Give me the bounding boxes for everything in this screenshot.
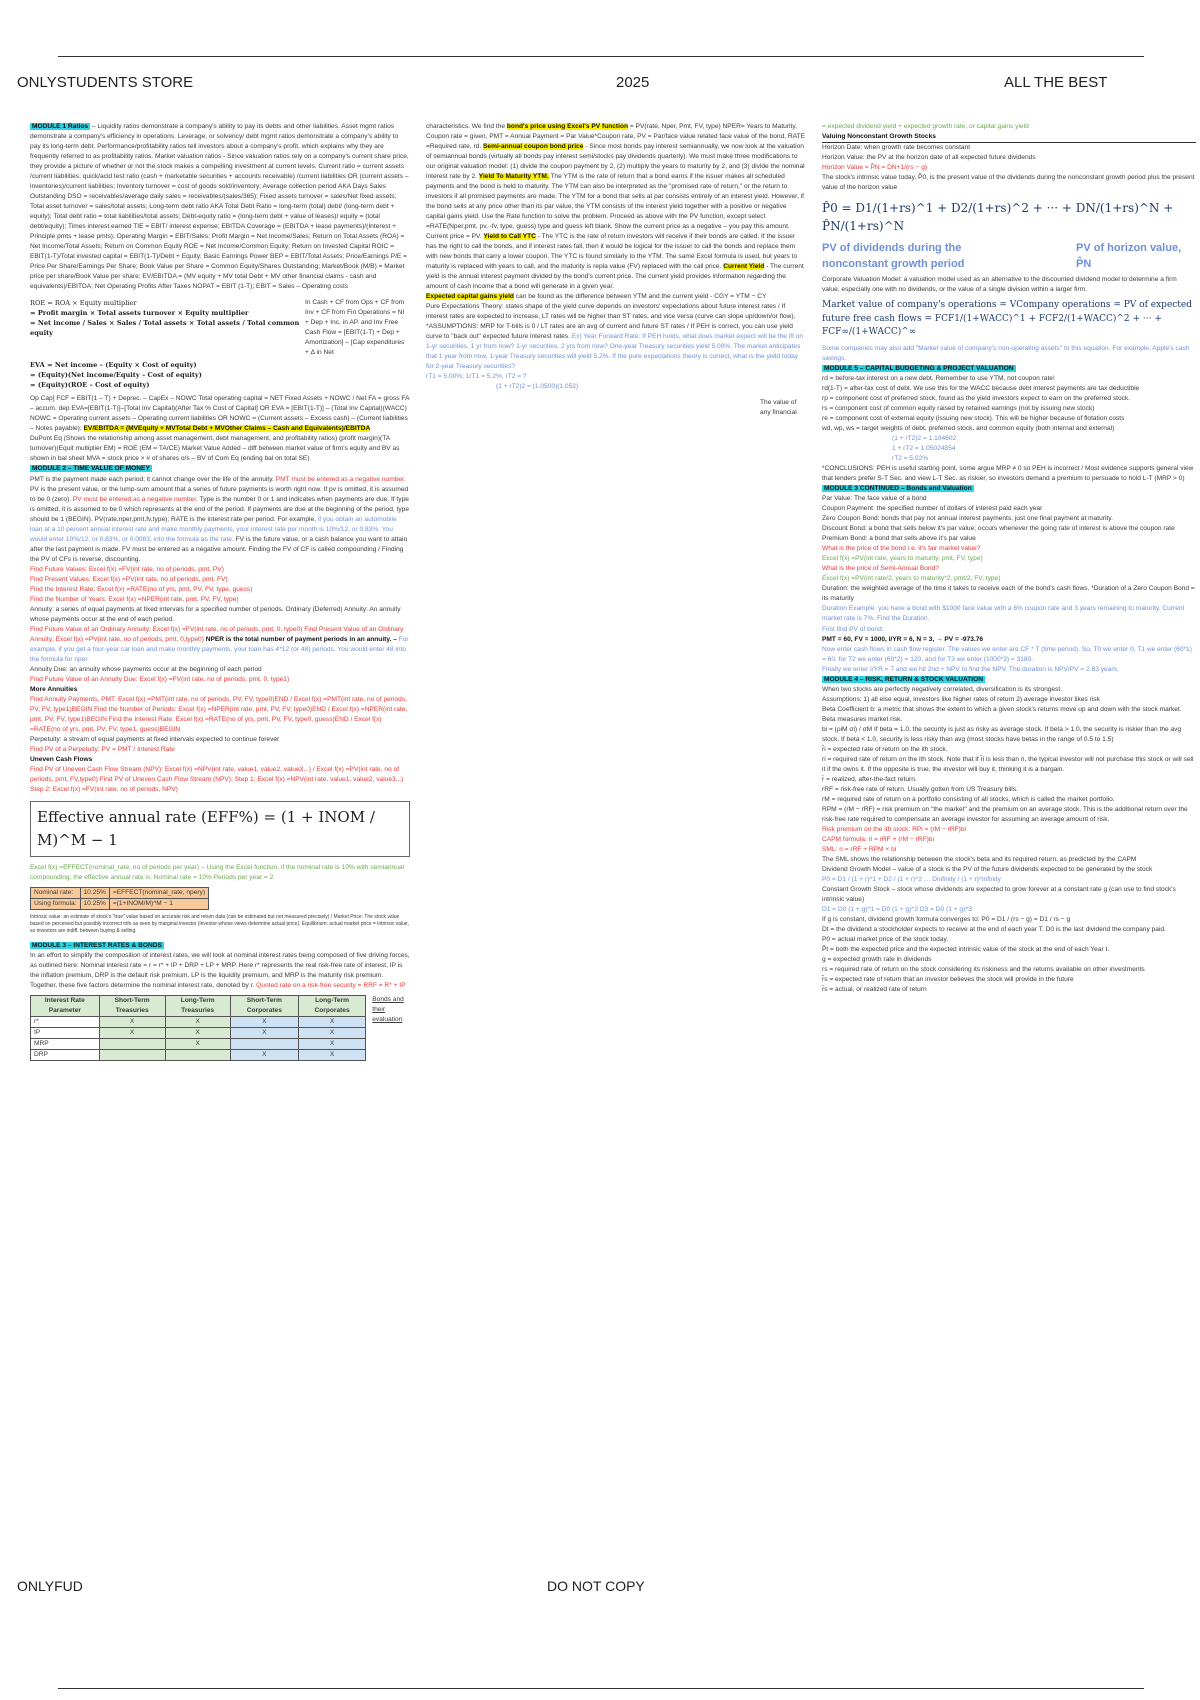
duration-step: Now enter cash flows in cash flow register. The values we enter are CF * T (time period). So, T0 we enter 0, T1 we enter (60*1) = 60, for T2 we enter (60*2) = 120, and for T3 we enter (1000*3) = 3180. — [822, 645, 1192, 663]
capital-gains-block — [426, 292, 806, 302]
m3c-question: What is the price of Semi-Annual Bond? — [822, 565, 939, 573]
m3c-line: Discount Bond: a bond that sells below it's par value; occurs whenever the going rate of interest is above the coupon rate — [822, 525, 1175, 533]
col2-p3: The YTM is the rate of return that a bond earns if the issuer makes all scheduled payments and the bond is held to maturity. The YTM can also be interpreted as the "promised rate of return," or the return to investors if all promised payments are made. The YTM for a bond that sells at par consists entirely of an interest yield. However, if the bond sells at any price other than its par value, the YTM consists of the interest yield together with a positive or negative capital gains yield. Use the Rate function to solve the problem. Proceed as above with the PV function, except select =RATE(Nper,pmt, pv, -fv, type, guess) type and guess left blank. Show the current price as a negative – you pay this amount. Current price = PV. — [426, 173, 804, 241]
table-header: Long-Term Treasuries — [165, 995, 230, 1016]
m4-line: RPM = (rM − rRF) = risk premium on "the market" and the premium on an average stock. This is the additional return over the risk-free rate required to compensate an average investor for assuming an average amount of risk. — [822, 805, 1188, 823]
m2-fv: FV is the future value, or a cash balance you want to attain after the last payment is made. FV must be entered as a negative amount. Finding the FV of CF is called compounding / Finding the PV of CFs is reverse, discounting. — [30, 535, 408, 563]
module-3-continued-heading: MODULE 3 CONTINUED – Bonds and Valuation — [824, 485, 972, 493]
roe-line: ROE = ROA × Equity multiplier — [30, 299, 137, 308]
m2-rate-example: if you obtain an automobile loan at a 10 percent annual interest rate and make monthly payments, your interest rate per month is 10%/12, or 0.83%. You would enter 10%/12, or 0.83%, or 0.0083, into the formula as the rate. — [30, 515, 397, 543]
m2-annuity-formulas — [30, 625, 410, 665]
m2-more-heading: More Annuities — [30, 685, 78, 693]
table-cell: X — [230, 1049, 298, 1060]
header-left: ONLYSTUDENTS STORE — [17, 74, 194, 91]
m4-ddm: Dividend Growth Model – value of a stock is the PV of the future dividends expected to be generated by the stock — [822, 865, 1153, 873]
m4-line: r̄ = realized, after-the-fact return. — [822, 775, 917, 783]
m4-tail-line: Dt = the dividend a stockholder expects to receive at the end of each year T. D0 is the last dividend the company paid. — [822, 925, 1166, 933]
roe-eva-block — [30, 298, 410, 390]
m2-annuity: Annuity: a series of equal payments at fixed intervals for a specified number of periods. Ordinary (Deferred) Annuity: An annuity whose payments occur at the end of each period. — [30, 605, 401, 623]
table-header: Interest Rate Parameter — [31, 995, 100, 1016]
table-cell: DRP — [31, 1049, 100, 1060]
highlight-ytm: Yield To Maturity YTM. — [478, 173, 549, 181]
table-cell: X — [99, 1016, 165, 1027]
col2-p2: - Since most bonds pay interest semiannually, we now look at the valuation of semiannual bonds (virtually all bonds pay interest semi/stocks pay dividends quarterly). We must make three modifications to our original valuation model: (1) divide the coupon payment by 2, (2) multiply the years to maturity by 2, and (3) divide the nominal interest rate by 2. — [426, 143, 805, 181]
calc-line: rT2 = 5.02% — [892, 455, 929, 463]
table-cell: X — [165, 1027, 230, 1038]
col2-intro: characteristics. We find the — [426, 123, 506, 130]
eva-line: EVA = Net income – (Equity × Cost of equity) — [30, 361, 197, 370]
m2-nper-example: For example, if you get a four-year car loan and make monthly payments, your loan has 4*12 (or 48) periods. You would enter 48 into the formula for nper. — [30, 635, 409, 663]
m4-line: rRF = risk-free rate of return. Usually gotten from US Treasury bills. — [822, 785, 1018, 793]
table-header-row — [31, 995, 366, 1016]
duration-example: Duration Example: you have a bond with $1000 face value with a 6% coupon rate and 3 years remaining to maturity. Current market rate is 7%. Find the Duration. — [822, 605, 1185, 623]
m2-find-line: Find Future Values: Excel f(x) =FV(int rate, no of periods, pmt, PV) — [30, 565, 224, 573]
table-cell — [99, 1049, 165, 1060]
horizon-text: The stock's intrinsic value today, P̂0, is the present value of the dividends during the nonconstant growth period plus the present value of the horizon value — [822, 174, 1195, 192]
bonds-side-note: Bonds and their evaluation — [372, 995, 404, 1023]
corporate-valuation: Corporate Valuation Model: a valuation model used as an alternative to the discounted dividend model to determine a firm value, especially one with no dividends, or the value of a single division within a larger firm. — [822, 276, 1177, 294]
duration-calc: PMT = 60, FV = 1000, I/YR = 6, N = 3, → PV = -973.76 — [822, 635, 984, 643]
m2-annuity-due: Annuity Due: an annuity whose payments occur at the beginning of each period — [30, 665, 262, 673]
roe-line: = Net income / Sales × Sales / Total assets × Total assets / Total common equity — [30, 319, 300, 338]
m2-annuity-red: Find Future Value of an Ordinary Annuity: Excel f(x) =FV(int rate, no of periods, pmt, 0, type0) Find Present Value of an Ordinary Annuity: Excel f(x) =PV(int rate, no of periods, pmt, 0,type0) — [30, 625, 404, 643]
nonconstant-heading: Valuing Nonconstant Growth Stocks — [822, 132, 1196, 143]
m4-line: When two stocks are perfectly negatively correlated, diversification is its strongest. — [822, 685, 1063, 693]
equation-label: PV of dividends during the nonconstant growth period — [822, 241, 965, 271]
m3c-formula: Excel f(x) =PV(int rate, years to maturity, pmt, FV, type) — [822, 555, 983, 563]
table-row — [31, 898, 209, 909]
m5-line: rd = before-tax interest on a new debt. Remember to use YTM, not coupon rate! — [822, 375, 1055, 383]
equation-labels — [822, 240, 1196, 273]
table-header: Long-Term Corporates — [298, 995, 365, 1016]
column-1 — [30, 122, 410, 1065]
m3c-line: Zero Coupon Bond: bonds that pay not annual interest payments, just one final payment at maturity. — [822, 515, 1113, 523]
m2-find-line: Find the Interest Rate: Excel f(x) =RATE(no of yrs, pmt, PV, FV, type, guess) — [30, 585, 253, 593]
module-1-text: – Liquidity ratios demonstrate a company's ability to pay its debts and other liabilities. Asset mgmt ratios demonstrate a company's efficiency in operations. Leverage, or solvency/ debt mgmt ratios demonstrate a company's ability to pay its long-term debt. Performance/profitability ratios tell investors about a company's profit, which explains why they are frequently referred to as profitability ratios. Market valuation ratios - Since valuation ratios rely on a company's current share price, they provide a picture of whether or not the stock makes a compelling investment at current levels. Current ratio = current assets /current liabilities; quick/acid test ratio (cash + marketable securities + accounts receivable) /current liabilities OR (current assets – inventories)/current liabilities; Inventory turnover = cost of goods sold/inventory; Average collection period AKA Days Sales Outstanding DSO = receivables/average daily sales = receivables/(sales/365); Fixed assets turnover = sales/Net fixed assets; Total asset turnover = sales/total assets; Long-term debt ratio AKA Total Debt Ratio = long-term (total) debt/ (long-term debt + equity); Total debt ratio = total liabilities/total assets; Debt-equity ratio = (long-term debt + value of leases)/ equity = (total debt/equity); Times interest earned TIE = EBIT/ interest expense; EBITDA Coverage = (EBITDA + lease payments)/(Interest + Principle pmts + lease pmts); Operating Margin = EBIT/Sales; Profit Margin = Net Income/Sales; Return on Total Assets (ROA) = Net Income/Total Assets; Return on Common Equity ROE = Net Income/Common Equity; Return on Invested Capital ROIC = EBIT(1-T)/Total invested capital = EBIT(1-T)/Debt + Equity; Basic Earnings Power BEP = EBIT/Total Assets; Price/Earnings P/E = Price Per Share/Earnings Per Share; Book Value per Share = Common Equity/Shares Outstanding; Market/Book (M/B) = Market price per share/Book Value per share; EV/EBITDA = (MV equity + MV total Debt + MV other financial claims - cash and equivalents)/EBITDA; Net Operating Profits After Taxes NOPAT = EBIT (1-T); EBIT = Sales – Operating costs — [30, 123, 409, 291]
highlight-capital-gains: Expected capital gains yield — [426, 293, 514, 301]
horizon-value-formula: Horizon Value = P̂N = DN+1/(rs − g) — [822, 164, 928, 172]
module-4-heading: MODULE 4 – RISK, RETURN & STOCK VALUATION — [824, 675, 983, 683]
table-row — [31, 1038, 366, 1049]
dupont-text: DuPont Eq (Shows the relationship among asset management, debt management, and profitability ratios) (profit margin)(TA turnover)(Equit multiplier EM) = ROE (EM = TA/CE) Market Value Added – diff between market value of firm's equity and BV as shown in bal sheet MVA = stock price × # of shares o/s – BV of Com Eq (ending bal on total SE) — [30, 435, 400, 463]
table-cell: X — [298, 1038, 365, 1049]
module-2-block — [30, 464, 410, 564]
table-cell: 10.25% — [80, 887, 109, 898]
table-row — [31, 1027, 366, 1038]
calc-line: (1 + rT2)2 = 1.104602 — [892, 435, 957, 443]
m2-type: Type is the number 0 or 1 and indicates when payments are due. If type is omitted, it is assumed to be 0 which represents at the end of the period. If payments are due at the beginning of the period, type should be 1 (BEGIN). — [30, 495, 410, 523]
module-5-heading: MODULE 5 – CAPITAL BUDGETING & PROJECT VALUATION — [824, 365, 1014, 373]
m4-tail-line: r̂s = expected rate of return that an investor believes the stock will provide in the future — [822, 976, 1074, 984]
table-cell: =EFFECT(nominal_rate, npery) — [109, 887, 208, 898]
table-header: Short-Term Corporates — [230, 995, 298, 1016]
m2-annuity-due-formula: Find Future Value of an Annuity Due: Excel f(x) =FV(int rate, no of periods, pmt, 0, type1) — [30, 675, 290, 683]
m4-line: Beta Coefficient b: a metric that shows the extent to which a given stock's returns move up and down with the stock market. Beta measures market risk. — [822, 705, 1182, 723]
m4-ddm-formula: P0 = D1 / (1 + r)^1 + D2 / (1 + r)^2 … Dinfinity / (1 + r)^infinity — [822, 875, 1001, 883]
m4-line: r̂i = expected rate of return on the ith stock. — [822, 745, 948, 753]
interest-rate-table — [30, 995, 366, 1061]
table-cell: X — [165, 1038, 230, 1049]
m4-tail-line: g = expected growth rate in dividends — [822, 956, 932, 964]
table-cell: X — [298, 1049, 365, 1060]
equation-label: PV of horizon value, P̂N — [1076, 241, 1182, 271]
highlight-current-yield: Current Yield — [723, 263, 765, 271]
footer-center: DO NOT COPY — [547, 1578, 645, 1594]
table-cell — [165, 1049, 230, 1060]
table-row — [31, 1049, 366, 1060]
table-header: Short-Term Treasuries — [99, 995, 165, 1016]
m4-line: ri = required rate of return on the ith stock. Note that if r̂i is less than ri, the typical investor will not purchase this stock or will sell it if the owns it. If the opposite is true, the investor will buy it, thinking it is a bargain. — [822, 755, 1194, 773]
m4-capm: CAPM formula: ri = rRF + (rM − rRF)bi — [822, 835, 934, 843]
table-cell: =(1+INOM/M)^M − 1 — [109, 898, 208, 909]
conclusions: *CONCLUSIONS: PEH is useful starting point, some argue MRP ≠ 0 so PEH is incorrect / Most evidence supports general view that lenders prefer S-T Sec. and view L-T Sec. as riskier, so investors demand a premium to persuade to hold L-T (MRP > 0) — [822, 465, 1194, 483]
table-cell: X — [230, 1027, 298, 1038]
roe-line: = Profit margin × Total assets turnover × Equity multiplier — [30, 309, 249, 318]
intrinsic-value-note: Intrinsic value: an estimate of stock's "true" value based on accurate risk and return data (can be estimated but not measured precisely) / Market Price: The stock value based on perceived but possibly incorrect info as seen by marginal investor (investor whose views determine actual price). Equilibrium: actual market price = intrinsic value, so investors are indiff. between buying & selling. — [30, 913, 409, 934]
m4-tail-line: P̂t = both the expected price and the expected intrinsic value of the stock at the end of each Year t. — [822, 946, 1110, 953]
module-1-block — [30, 122, 410, 292]
col2-p7: Pure Expectations Theory: states shape of the yield curve depends on investors' expectations about future interest rates / If interest rates are expected to increase, LT rates will be higher than ST rates, and vice versa (curve can slope up/down/or flow). *ASSUMPTIONS: MRP for T-bills is 0 / LT rates are an avg of current and future ST rates / If PEH is correct, you can use yield curve to "back out" expected future interest rates. — [426, 303, 796, 341]
m5-line: rd(1-T) = after-tax cost of debt. We use this for the WACC because debt interest payments are tax deductible — [822, 385, 1140, 393]
column-3 — [822, 122, 1196, 995]
m2-pmt: PMT is the payment made each period; it cannot change over the life of the annuity. — [30, 475, 274, 483]
m2-uneven-heading: Uneven Cash Flows — [30, 755, 93, 763]
pure-expectations-block — [426, 302, 806, 372]
m3c-line: Premium Bond: a bond that sells above it's par value — [822, 535, 976, 543]
m5-line: rs = component cost of common equity raised by retained earnings (not by issuing new stock) — [822, 405, 1095, 413]
module-3-block — [30, 941, 410, 991]
bottom-rule — [58, 1688, 1144, 1689]
m4-constant-growth: Constant Growth Stock – stock whose dividends are expected to grow forever at a constant rate g (can use to find stock's intrinsic value) — [822, 885, 1176, 903]
m2-find-line: Find Present Values: Excel f(x) =PV(int rate, no of periods, pmt, FV) — [30, 575, 228, 583]
table-cell: IP — [31, 1027, 100, 1038]
m5-line: rp = component cost of preferred stock, found as the yield investors expect to earn on the preferred stock. — [822, 395, 1131, 403]
nonconstant-equation — [822, 199, 1196, 273]
table-cell: X — [298, 1027, 365, 1038]
m3c-question: What is the price of the bond i.e. it's fair market value? — [822, 545, 981, 553]
bond-price-block — [426, 122, 806, 292]
eva-line: = (Equity)(Net income/Equity – Cost of equity) — [30, 371, 202, 380]
module-1-heading: MODULE 1 Ratios — [32, 123, 89, 130]
col2-calc-2: (1 + rT2)2 = (1.0500)(1.052) — [496, 383, 579, 391]
module-3-red: Quoted rate on a risk-free security = RRF = R* + IP — [256, 981, 406, 989]
m4-line: bi = (ρiM σi) / σM If beta = 1.0, the security is just as risky as average stock. If beta > 1.0, the security is riskier than the avg stock. If beta < 1.0, security is less risky than avg (most stocks have betas in the range of 0.5 to 1.5) — [822, 725, 1182, 743]
duration-step: Finally we enter I/YR = 7 and we hit 2nd + NPV to find the NPV. The duration is NPV/PV = 2.83 years. — [822, 665, 1119, 673]
m3c-line: Par Value: The face value of a bond — [822, 495, 927, 503]
m2-pv-red: PV must be entered as a negative number. — [72, 495, 198, 503]
m4-line: Assumptions: 1) all else equal, investors like higher rates of return 2) average investor likes risk — [822, 695, 1100, 703]
rate-table-wrap — [30, 991, 410, 1065]
column-2 — [426, 122, 806, 418]
col3-blue-note: Some companies may also add "Market value of company's non-operating assets" to this equation. For example, Apple's cash savings. — [822, 345, 1190, 363]
top-rule — [58, 56, 1144, 57]
table-row — [31, 1016, 366, 1027]
col2-p6: can be found as the difference between YTM and the current yield - CGY = YTM − CY — [515, 293, 767, 301]
m4-constant-growth-formula: D1 = D0 (1 + g)^1 = D0 (1 + g)^2 D3 = D0 (1 + g)^3 — [822, 905, 973, 913]
col2-calc-1: rT1 = 5.00%; 1rT1 = 5.2%; rT2 = ? — [426, 373, 527, 381]
table-cell: X — [230, 1016, 298, 1027]
m2-pmt-red: PMT must be entered as a negative number. — [275, 475, 406, 483]
horizon-date: Horizon Date: when growth rate becomes constant — [822, 144, 971, 152]
m4-line: rM = required rate of return on a portfolio consisting of all stocks, which is called the market portfolio. — [822, 795, 1115, 803]
highlight-bond-price: bond's price using Excel's PV function — [506, 123, 629, 130]
roe-formula-block — [30, 298, 305, 390]
header-center: 2025 — [616, 74, 650, 91]
eva-line: = (Equity)(ROE – Cost of equity) — [30, 381, 150, 390]
m3c-formula: Excel f(x) =PV(int rate/2, years to maturity*2, pmt/2, FV, type) — [822, 575, 1001, 583]
table-cell: X — [99, 1027, 165, 1038]
m2-find-line: Find the Number of Years: Excel f(x) =NPER(int rate, pmt, PV, FV, type) — [30, 595, 239, 603]
fcf-text-body: Op Cap] FCF = EBIT(1 – T) + Deprec. – CapEx – NOWC Total operating capital = NET Fixed Assets + NOWC / Net FA = gross FA – accum. dep EVA=[EBIT(1-T)]–[Total Inv Capital)(After Tax % Cost of Capital] OR EVA = [EBIT(1-T)] – (Total Inv Capital)(WACC) NOWC = Operating current assets – Operating current liabilities OR NOWC = (Current assets – Excess cash) – (Current liabilities – Notes payable); — [30, 395, 410, 433]
m2-more-formulas: Find Annuity Payments, PMT: Excel f(x) =PMT(int rate, no of periods, PV, FV, type0)END / Excel f(x) =PMT(int rate, no of periods, PV, FV, type1)BEGIN Find the Number of Periods: Excel f(x) =NPER(int rate, pmt, PV, FV, type0)END / Excel f(x) =NPER(int rate, pmt, PV, FV, type1)BEGIN Find the Interest Rate: Excel f(x) =RATE(no of yrs, pmt, PV, FV, type0, guess)END / Excel f(x) =RATE(no of yrs, pmt, PV, FV, type1, guess)BEGIN — [30, 695, 408, 733]
cash-flow-side-note: In Cash + CF from Ops + CF from Inv + CF from Fin Operations = NI + Dep + Inc. in AP. and Inv Free Cash Flow = [EBIT(1-T) + Dep + Amortization] – [Cap expenditures + Δ in Net — [305, 299, 405, 357]
table-row — [31, 887, 209, 898]
m4-tail-line: rs = required rate of return on the stock considering its riskiness and the returns available on other investments — [822, 966, 1145, 974]
m4-risk-premium: Risk premium on the ith stock: RPi = (rM − rRF)bi — [822, 825, 966, 833]
table-cell — [230, 1038, 298, 1049]
table-cell — [99, 1038, 165, 1049]
table-cell: MRP — [31, 1038, 100, 1049]
m2-uneven-formulas: Find PV of Uneven Cash Flow Stream (NPV): Excel f(x) =NPV(int rate, value1, value2, value3...) / Excel f(x) =PV(int rate, no of periods, pmt, FV,type0) Find PV of Uneven Cash Flow Stream (NPV): Step 1: Excel f(x) =NPV(int rate, value1, value2, value3...) Step 2: Excel f(x) =FV(int rate, no of periods, NPV) — [30, 765, 404, 793]
m2-nper: NPER is the total number of payment periods in an annuity. – — [205, 635, 397, 643]
effective-rate-table — [30, 887, 209, 910]
m4-tail-line: If g is constant, dividend growth formula converges to: P0 = D1 / (rs − g) = D1 / rs − g — [822, 915, 1071, 923]
m5-line: wd, wp, ws = target weights of debt, preferred stock, and common equity (both internal and external) — [822, 425, 1115, 433]
table-cell: Using formula: — [31, 898, 81, 909]
col3-top-line: = expected dividend yield + expected growth rate, or capital gains yield — [822, 123, 1029, 130]
highlight-ytc: Yield to Call YTC — [483, 233, 536, 241]
equation-text: P̂0 = D1/(1+rs)^1 + D2/(1+rs)^2 + ··· + DN/(1+rs)^N + P̂N/(1+rs)^N — [822, 201, 1174, 234]
effective-rate-text: Excel f(x) =EFFECT(nominal_rate, no of periods per year) – Using the Excel function, if the nominal rate is 10% with semiannual compounding, the effective annual rate is: Nominal rate = 10% Periods per year = 2 — [30, 863, 404, 881]
table-cell: 10.25% — [80, 898, 109, 909]
duration: Duration: the weighted average of the time it takes to receive each of the bond's cash flows. *Duration of a Zero Coupon Bond = its maturity — [822, 585, 1195, 603]
m2-perpetuity-formula: Find PV of a Perpetuity: PV = PMT / Interest Rate — [30, 745, 175, 753]
m3c-line: Coupon Payment: the specified number of dollars of interest paid each year — [822, 505, 1043, 513]
horizon-value: Horizon Value: the PV at the horizon date of all expected future dividends — [822, 154, 1036, 162]
table-cell: X — [165, 1016, 230, 1027]
m2-rate: PV(rate,nper,pmt,fv,type); RATE is the interest rate per period. For example, — [94, 515, 316, 523]
m4-sml: SML: ri = rRF + RPM × bi — [822, 845, 897, 853]
m4-tail-line: P0 = actual market price of the stock today. — [822, 935, 949, 943]
header-right: ALL THE BEST — [1004, 74, 1108, 91]
duration-step: First find PV of bond: — [822, 625, 884, 633]
col2-p7-example: Ex) Year Forward Rate: If PEH holds, what does market expect will be the ift on 1-yr securities, 1 yr from now? 1-yr securities, 2 yrs from now? One-year Treasury securities yield 5.00%. The market anticipates that 1 year from now, 1-year Treasury securities will yield 5.2%. If the pure expectations theory is correct, what is the yield today for 2-year Treasury securities? — [426, 333, 804, 371]
table-cell: r* — [31, 1016, 100, 1027]
m4-sml-text: The SML shows the relationship between the stock's beta and its required return, as predicted by the CAPM — [822, 855, 1137, 863]
m4-tail-line: r̄s = actual, or realized rate of return — [822, 986, 927, 994]
highlight-semiannual: Semi-annual coupon bond price — [483, 143, 584, 151]
table-cell: Nominal rate: — [31, 887, 81, 898]
calc-line: 1 + rT2 = 1.05024854 — [892, 445, 956, 453]
table-cell: X — [298, 1016, 365, 1027]
col2-p5: - The current yield is the annual interest payment divided by the bond's current price. The current yield provides information regarding the amount of cash income that a bond will generate in a given year. — [426, 263, 804, 291]
corporate-valuation-equation: Market value of company's operations = VCompany operations = PV of expected future free cash flows = FCF1/(1+WACC)^1 + FCF2/(1+WACC)^2 + ··· + FCF∞/(1+WACC)^∞ — [822, 300, 1193, 338]
effective-rate-formula: Effective annual rate (EFF%) = (1 + INOM / M)^M − 1 — [30, 801, 410, 857]
col2-p1: = PV(rate, Nper, Pmt, FV, type) NPER= Years to Maturity, Coupon rate = given, PMT = Annual Payment = Par Value*Coupon rate, PV = Par/face value related face value of the bond, RATE =Required rate, rd. — [426, 123, 806, 151]
module-2-heading: MODULE 2 – TIME VALUE OF MONEY — [32, 465, 150, 473]
col2-side-note: The value of any financial — [760, 399, 797, 417]
fcf-text — [30, 394, 410, 434]
m5-line: re = component cost of external equity (issuing new stock). This will be higher because of flotation costs — [822, 415, 1125, 423]
m2-pv: PV is the present value, or the lump-sum amount that a series of future payments is worth right now. If pv is omitted, it is assumed to be 0 (zero). — [30, 485, 409, 503]
footer-left: ONLYFUD — [17, 1578, 83, 1594]
m2-perpetuity: Perpetuity: a stream of equal payments at fixed intervals expected to continue forever — [30, 735, 280, 743]
module-3-text: In an effort to simplify the composition of interest rates, we will look at nominal interest rates being composed of five driving forces, as outlined here: Nominal interest rate = r = r* + IP + DRP + LP + MRP. Here r* represents the real risk-free rate of interest, IP is the inflation premium, DRP is the default risk premium, LP is the liquidity premium, and MRP is the maturity risk premium. Together, these five factors determine the nominal interest rate, denoted by r. — [30, 951, 410, 989]
ev-ebitda-highlight: EV/EBITDA = (MVEquity + MVTotal Debt + MVOther Claims – Cash and Equivalents)/EBITDA — [83, 425, 371, 433]
col2-p4: - The YTC is the rate of return investors will receive if their bonds are called. If the issuer has the right to call the bonds, and if interest rates fall, then it would be logical for the issuer to call the bonds and replace them with new bonds that carry a lower coupon. The YTC is found similarly to the YTM. The same Excel formula is used, but years to maturity is replaced with years to call, and the maturity is repla value (FV) replaced with the call price. — [426, 233, 798, 271]
module-3-heading: MODULE 3 – INTEREST RATES & BONDS — [32, 941, 162, 949]
